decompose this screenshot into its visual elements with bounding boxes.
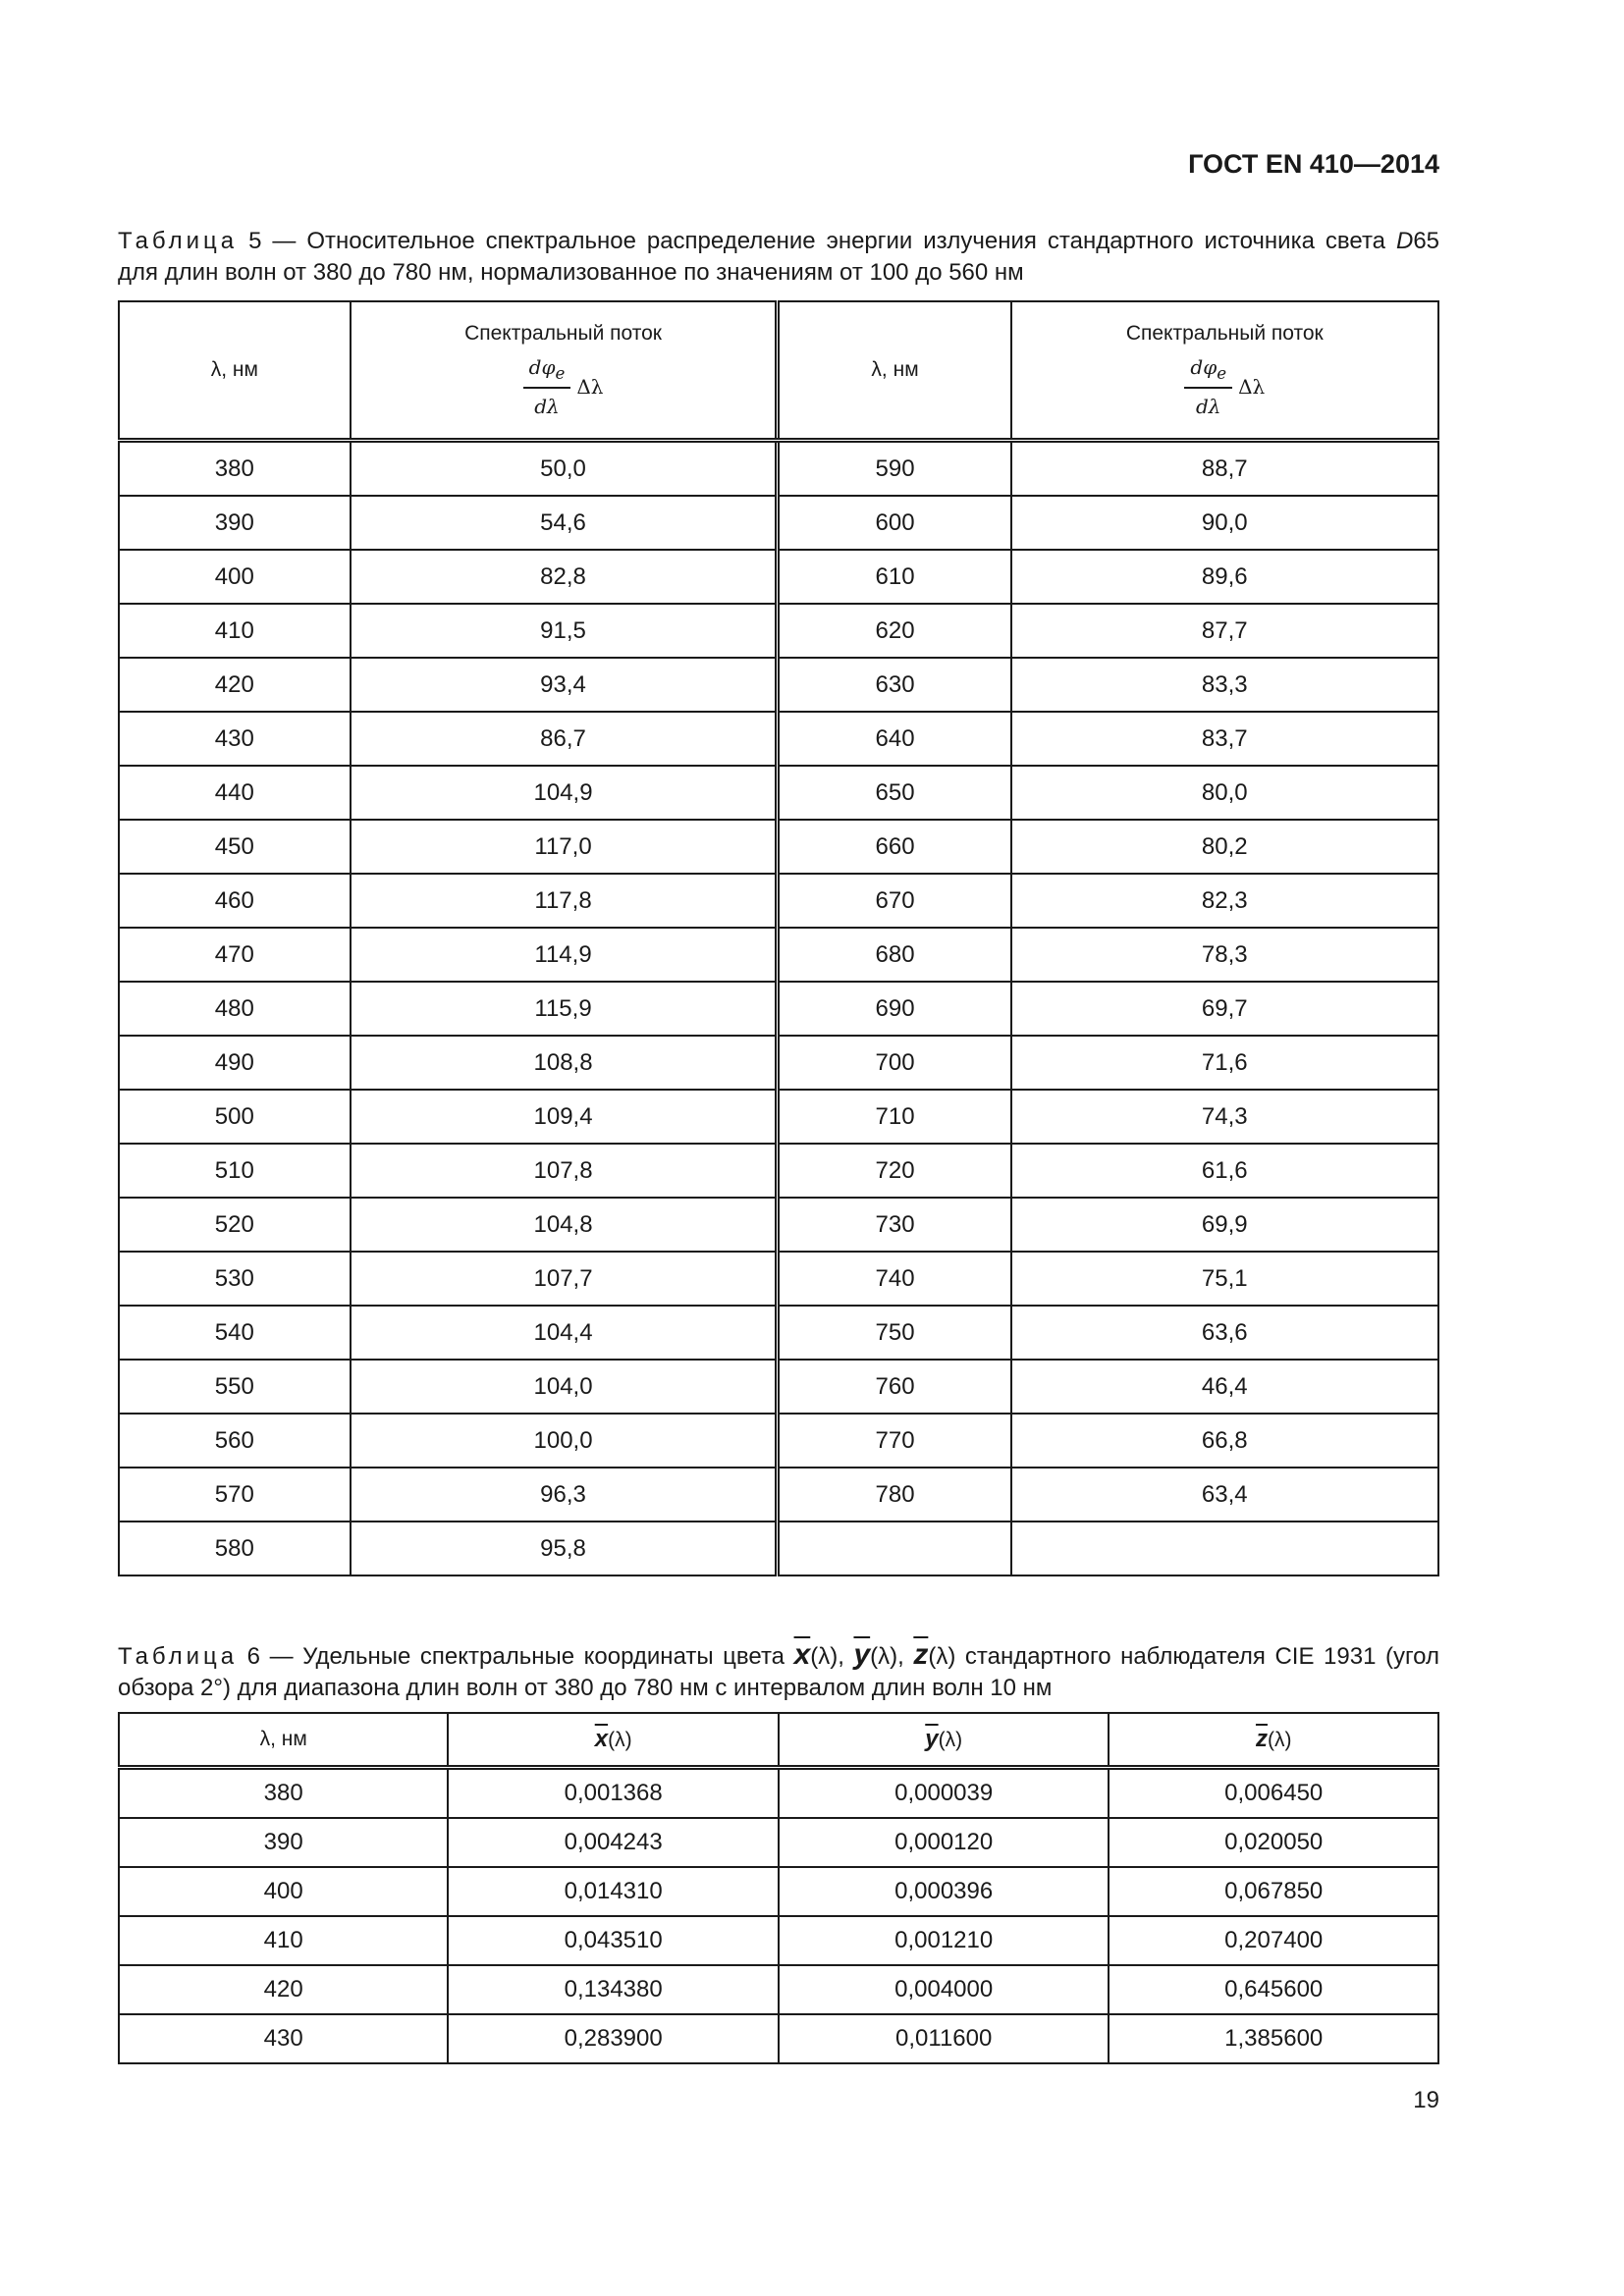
table-cell: 570 bbox=[119, 1468, 351, 1522]
table-cell: 115,9 bbox=[351, 982, 778, 1036]
page-number: 19 bbox=[1413, 2087, 1439, 2113]
table6-caption-text: — Удельные спектральные координаты цвета bbox=[269, 1643, 785, 1670]
table-cell: 420 bbox=[119, 658, 351, 712]
table-cell: 430 bbox=[119, 2014, 448, 2063]
table-cell: 0,020050 bbox=[1109, 1818, 1438, 1867]
table-row bbox=[119, 874, 1438, 928]
table-cell: 0,000039 bbox=[779, 1768, 1110, 1819]
table-cell: 530 bbox=[119, 1252, 351, 1306]
table6-caption: Таблица 6 — Удельные спектральные координаты цвета $\overline{x}(\lambda)$, $\overline{y}(\lambda)$, $\overline{z}(\lambda)$ стандартного наблюдателя CIE 1931 (угол обзора 2°) для диапазона длин волн от 380 до 780 нм с интервалом длин волн 10 нм bbox=[118, 1638, 1439, 1701]
table-cell: 520 bbox=[119, 1198, 351, 1252]
table5-header-wavelength-left: λ, нм bbox=[119, 301, 351, 441]
table5-header-flux-left bbox=[351, 301, 778, 441]
table-cell: 700 bbox=[778, 1036, 1011, 1090]
table-cell: 63,6 bbox=[1011, 1306, 1438, 1360]
table5-caption bbox=[118, 226, 1439, 289]
table-row bbox=[119, 1468, 1438, 1522]
header-symbol-y: $\overline{y}$ bbox=[925, 1726, 939, 1752]
table-cell: 0,207400 bbox=[1109, 1916, 1438, 1965]
table-cell: 660 bbox=[778, 820, 1011, 874]
table-cell: 83,7 bbox=[1011, 712, 1438, 766]
table-cell: 780 bbox=[778, 1468, 1011, 1522]
table6-header-z bbox=[1109, 1713, 1438, 1768]
table-cell: 87,7 bbox=[1011, 604, 1438, 658]
formula-delta: Δλ bbox=[1238, 375, 1266, 399]
table-cell: 107,8 bbox=[351, 1144, 778, 1198]
table-cell: 0,004243 bbox=[448, 1818, 779, 1867]
table-cell: 600 bbox=[778, 496, 1011, 550]
table6-header-x bbox=[448, 1713, 779, 1768]
table6-header-row bbox=[119, 1713, 1438, 1768]
table6-caption-num: 6 bbox=[246, 1643, 261, 1670]
table5-header-flux-right bbox=[1011, 301, 1438, 441]
table6-header-wavelength: λ, нм bbox=[119, 1713, 448, 1768]
table-cell: 710 bbox=[778, 1090, 1011, 1144]
table-cell: 730 bbox=[778, 1198, 1011, 1252]
table-cell: 390 bbox=[119, 1818, 448, 1867]
table-cell: 71,6 bbox=[1011, 1036, 1438, 1090]
table-cell: 450 bbox=[119, 820, 351, 874]
table-cell: 0,043510 bbox=[448, 1916, 779, 1965]
table-row bbox=[119, 712, 1438, 766]
table-row bbox=[119, 1768, 1438, 1819]
document-id: ГОСТ EN 410—2014 bbox=[1188, 149, 1439, 179]
table6-caption-text2: стандартного наблюдателя CIE 1931 (угол обзора 2°) для диапазона длин волн от 380 до 780 нм с интервалом длин волн 10 нм bbox=[118, 1643, 1439, 1701]
caption-symbol-y: $\overline{y}$ bbox=[853, 1638, 871, 1671]
table5 bbox=[118, 300, 1439, 1576]
table-row bbox=[119, 1198, 1438, 1252]
flux-formula bbox=[523, 355, 604, 418]
flux-title: Спектральный поток bbox=[1125, 322, 1324, 345]
table-cell: 670 bbox=[778, 874, 1011, 928]
caption-lambda: (λ) bbox=[870, 1643, 898, 1670]
header-lambda: (λ) bbox=[1267, 1729, 1292, 1751]
formula-numerator: dφ bbox=[528, 355, 556, 379]
header-lambda: (λ) bbox=[938, 1729, 963, 1751]
table-cell: 0,011600 bbox=[779, 2014, 1110, 2063]
table-cell: 0,000396 bbox=[779, 1867, 1110, 1916]
table-cell: 69,9 bbox=[1011, 1198, 1438, 1252]
table-cell: 107,7 bbox=[351, 1252, 778, 1306]
table-cell: 590 bbox=[778, 441, 1011, 497]
table-cell: 82,3 bbox=[1011, 874, 1438, 928]
flux-formula bbox=[1184, 355, 1265, 418]
table-row bbox=[119, 820, 1438, 874]
table-row bbox=[119, 1522, 1438, 1575]
formula-subscript: e bbox=[1217, 364, 1227, 383]
table-cell: 750 bbox=[778, 1306, 1011, 1360]
table-cell: 400 bbox=[119, 1867, 448, 1916]
table-row bbox=[119, 1144, 1438, 1198]
table-cell: 740 bbox=[778, 1252, 1011, 1306]
table-cell: 620 bbox=[778, 604, 1011, 658]
table-row bbox=[119, 1818, 1438, 1867]
formula-subscript: e bbox=[555, 364, 566, 383]
table5-caption-source: D bbox=[1395, 228, 1414, 254]
table-row bbox=[119, 1867, 1438, 1916]
table5-caption-text2: 65 для длин волн от 380 до 780 нм, нормализованное по значениям от 100 до 560 нм bbox=[118, 228, 1440, 286]
table-cell: 80,2 bbox=[1011, 820, 1438, 874]
table-row bbox=[119, 1036, 1438, 1090]
table-cell: 610 bbox=[778, 550, 1011, 604]
formula-denominator: dλ bbox=[534, 395, 560, 418]
table-cell: 1,385600 bbox=[1109, 2014, 1438, 2063]
table-cell: 50,0 bbox=[351, 441, 778, 497]
table-row bbox=[119, 604, 1438, 658]
table-cell: 80,0 bbox=[1011, 766, 1438, 820]
table-cell: 88,7 bbox=[1011, 441, 1438, 497]
table-cell: 108,8 bbox=[351, 1036, 778, 1090]
table-cell: 104,0 bbox=[351, 1360, 778, 1414]
header-symbol-x: $\overline{x}$ bbox=[594, 1726, 609, 1752]
table-cell: 104,8 bbox=[351, 1198, 778, 1252]
table5-header-row bbox=[119, 301, 1438, 441]
table-cell: 760 bbox=[778, 1360, 1011, 1414]
table-cell: 63,4 bbox=[1011, 1468, 1438, 1522]
table-row bbox=[119, 441, 1438, 497]
table-cell: 66,8 bbox=[1011, 1414, 1438, 1468]
table-cell: 680 bbox=[778, 928, 1011, 982]
table-row bbox=[119, 1916, 1438, 1965]
table-cell: 114,9 bbox=[351, 928, 778, 982]
table-cell: 0,006450 bbox=[1109, 1768, 1438, 1819]
header-symbol-z: $\overline{z}$ bbox=[1255, 1726, 1268, 1752]
table-cell: 380 bbox=[119, 441, 351, 497]
table-cell: 640 bbox=[778, 712, 1011, 766]
table-cell: 54,6 bbox=[351, 496, 778, 550]
table-cell: 46,4 bbox=[1011, 1360, 1438, 1414]
formula-denominator: dλ bbox=[1195, 395, 1221, 418]
table-cell: 510 bbox=[119, 1144, 351, 1198]
table-cell: 117,8 bbox=[351, 874, 778, 928]
table-cell: 390 bbox=[119, 496, 351, 550]
table-cell: 61,6 bbox=[1011, 1144, 1438, 1198]
table-cell: 100,0 bbox=[351, 1414, 778, 1468]
table-cell: 460 bbox=[119, 874, 351, 928]
table-cell bbox=[778, 1522, 1011, 1575]
table-cell: 0,014310 bbox=[448, 1867, 779, 1916]
table-cell: 430 bbox=[119, 712, 351, 766]
table-row bbox=[119, 1360, 1438, 1414]
table-cell: 770 bbox=[778, 1414, 1011, 1468]
caption-lambda: (λ) bbox=[928, 1643, 956, 1670]
table-cell: 69,7 bbox=[1011, 982, 1438, 1036]
table-row bbox=[119, 1414, 1438, 1468]
table-cell: 550 bbox=[119, 1360, 351, 1414]
table-cell: 82,8 bbox=[351, 550, 778, 604]
table-cell: 0,001368 bbox=[448, 1768, 779, 1819]
table-cell: 96,3 bbox=[351, 1468, 778, 1522]
table6 bbox=[118, 1712, 1439, 2064]
caption-symbol-z: $\overline{z}$ bbox=[913, 1638, 929, 1671]
table-row bbox=[119, 1090, 1438, 1144]
table-cell: 78,3 bbox=[1011, 928, 1438, 982]
table-cell: 0,283900 bbox=[448, 2014, 779, 2063]
table-cell: 490 bbox=[119, 1036, 351, 1090]
table-cell: 117,0 bbox=[351, 820, 778, 874]
flux-title: Спектральный поток bbox=[464, 322, 662, 345]
table5-caption-num: 5 bbox=[248, 228, 262, 254]
table-cell: 480 bbox=[119, 982, 351, 1036]
formula-delta: Δλ bbox=[576, 375, 604, 399]
table-cell: 380 bbox=[119, 1768, 448, 1819]
table-cell: 420 bbox=[119, 1965, 448, 2014]
table-cell: 104,4 bbox=[351, 1306, 778, 1360]
table-cell: 630 bbox=[778, 658, 1011, 712]
table-cell: 0,067850 bbox=[1109, 1867, 1438, 1916]
table-cell: 104,9 bbox=[351, 766, 778, 820]
table-row bbox=[119, 1965, 1438, 2014]
caption-symbol-x: $\overline{x}$ bbox=[793, 1638, 811, 1671]
table-cell: 540 bbox=[119, 1306, 351, 1360]
table-cell: 500 bbox=[119, 1090, 351, 1144]
table6-header-y bbox=[779, 1713, 1110, 1768]
table-row bbox=[119, 928, 1438, 982]
table-cell: 410 bbox=[119, 1916, 448, 1965]
table-row bbox=[119, 658, 1438, 712]
table-cell: 410 bbox=[119, 604, 351, 658]
table5-caption-label: Таблица bbox=[118, 228, 239, 254]
header-lambda: (λ) bbox=[608, 1729, 632, 1751]
table-cell: 720 bbox=[778, 1144, 1011, 1198]
table-cell: 0,001210 bbox=[779, 1916, 1110, 1965]
table-cell: 83,3 bbox=[1011, 658, 1438, 712]
table-cell: 74,3 bbox=[1011, 1090, 1438, 1144]
table-cell: 75,1 bbox=[1011, 1252, 1438, 1306]
table-cell: 0,000120 bbox=[779, 1818, 1110, 1867]
table-cell: 470 bbox=[119, 928, 351, 982]
table-cell: 93,4 bbox=[351, 658, 778, 712]
table-cell: 560 bbox=[119, 1414, 351, 1468]
table-row bbox=[119, 982, 1438, 1036]
caption-lambda: (λ) bbox=[810, 1643, 839, 1670]
table-cell: 690 bbox=[778, 982, 1011, 1036]
table-cell: 95,8 bbox=[351, 1522, 778, 1575]
table-cell: 650 bbox=[778, 766, 1011, 820]
table-cell bbox=[1011, 1522, 1438, 1575]
table-row bbox=[119, 1306, 1438, 1360]
table5-header-wavelength-right: λ, нм bbox=[778, 301, 1011, 441]
table-cell: 0,645600 bbox=[1109, 1965, 1438, 2014]
table-cell: 91,5 bbox=[351, 604, 778, 658]
table-row bbox=[119, 1252, 1438, 1306]
table5-caption-text: — Относительное спектральное распределение энергии излучения стандартного источника света bbox=[272, 228, 1386, 254]
table-cell: 0,134380 bbox=[448, 1965, 779, 2014]
table-cell: 90,0 bbox=[1011, 496, 1438, 550]
table-row bbox=[119, 766, 1438, 820]
table-row bbox=[119, 550, 1438, 604]
table6-caption-label: Таблица bbox=[118, 1643, 239, 1670]
table-cell: 89,6 bbox=[1011, 550, 1438, 604]
table-cell: 0,004000 bbox=[779, 1965, 1110, 2014]
table-cell: 580 bbox=[119, 1522, 351, 1575]
table-cell: 86,7 bbox=[351, 712, 778, 766]
table-row bbox=[119, 2014, 1438, 2063]
table-cell: 400 bbox=[119, 550, 351, 604]
table-cell: 440 bbox=[119, 766, 351, 820]
table-cell: 109,4 bbox=[351, 1090, 778, 1144]
table-row bbox=[119, 496, 1438, 550]
formula-numerator: dφ bbox=[1190, 355, 1218, 379]
